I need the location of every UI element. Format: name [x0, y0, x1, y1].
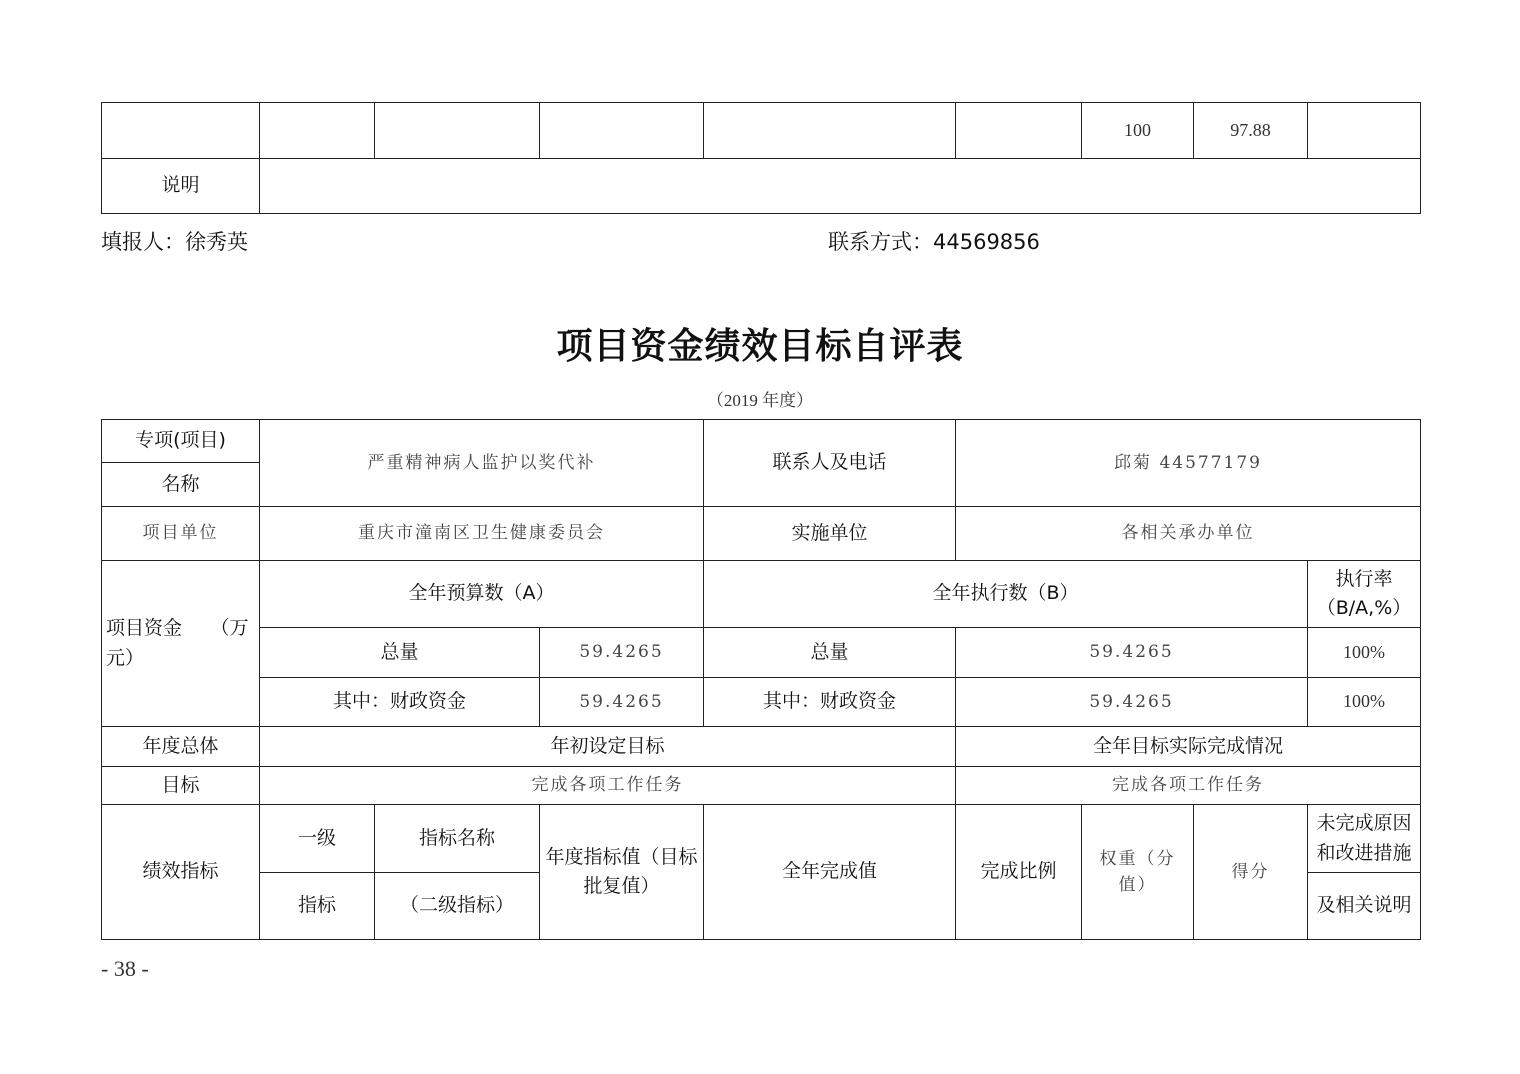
project-name: 严重精神病人监护以奖代补	[260, 420, 704, 507]
contact-info: 联系方式：44569856	[828, 230, 1040, 254]
table-row	[102, 103, 1421, 159]
exec-label: 全年执行数（B）	[704, 561, 1308, 628]
total-value-a: 59.4265	[540, 628, 704, 678]
impl-value: 各相关承办单位	[956, 507, 1421, 561]
initial-goal-label: 年初设定目标	[260, 727, 956, 767]
self-evaluation-table	[101, 419, 1421, 940]
cell	[375, 103, 540, 159]
initial-goal-value: 完成各项工作任务	[260, 767, 956, 805]
table-row	[102, 805, 1421, 873]
cell	[1308, 103, 1421, 159]
table-row	[102, 628, 1421, 678]
previous-page-table	[101, 102, 1421, 214]
unit-value: 重庆市潼南区卫生健康委员会	[260, 507, 704, 561]
perf-label: 绩效指标	[102, 805, 260, 940]
indicator-label-level2: （二级指标）	[375, 873, 540, 940]
page-number: - 38 -	[101, 956, 149, 981]
table-row	[102, 727, 1421, 767]
full-year-label: 全年完成值	[704, 805, 956, 940]
note-label: 说明	[102, 159, 260, 214]
table-row	[102, 678, 1421, 727]
table-row	[102, 159, 1421, 214]
fiscal-label-b: 其中：财政资金	[704, 678, 956, 727]
unit-label: 项目单位	[102, 507, 260, 561]
note-value	[260, 159, 1421, 214]
contact-label: 联系人及电话	[704, 420, 956, 507]
total-value-b: 59.4265	[956, 628, 1308, 678]
contact-value: 邱菊 44577179	[956, 420, 1421, 507]
ratio-label: 完成比例	[956, 805, 1082, 940]
table-row	[102, 767, 1421, 805]
cell	[704, 103, 956, 159]
cell	[102, 103, 260, 159]
indicator-label: 指标名称	[375, 805, 540, 873]
year-subtitle: （2019 年度）	[706, 391, 814, 410]
fiscal-value-b: 59.4265	[956, 678, 1308, 727]
cell	[956, 103, 1082, 159]
actual-label: 全年目标实际完成情况	[956, 727, 1421, 767]
cell	[540, 103, 704, 159]
project-label-name: 名称	[102, 463, 260, 507]
actual-value: 完成各项工作任务	[956, 767, 1421, 805]
budget-label: 全年预算数（A）	[260, 561, 704, 628]
total-rate: 100%	[1308, 628, 1421, 678]
fiscal-label-a: 其中：财政资金	[260, 678, 540, 727]
impl-label: 实施单位	[704, 507, 956, 561]
rate-label: 执行率（B/A,%）	[1308, 561, 1421, 628]
fiscal-value-a: 59.4265	[540, 678, 704, 727]
reason-label-notes: 及相关说明	[1308, 873, 1421, 940]
table-row	[102, 420, 1421, 463]
fiscal-rate: 100%	[1308, 678, 1421, 727]
table-row	[102, 507, 1421, 561]
level1-label: 一级	[260, 805, 375, 873]
weight-cell: 100	[1082, 103, 1194, 159]
cell	[260, 103, 375, 159]
total-label-b: 总量	[704, 628, 956, 678]
reason-label: 未完成原因和改进措施	[1308, 805, 1421, 873]
goal-label-target: 目标	[102, 767, 260, 805]
total-label-a: 总量	[260, 628, 540, 678]
annual-value-label: 年度指标值（目标批复值）	[540, 805, 704, 940]
funds-label: 项目资金 （万元）	[102, 561, 260, 727]
table-row	[102, 561, 1421, 628]
filler-info: 填报人：徐秀英	[101, 230, 248, 254]
goal-label: 年度总体	[102, 727, 260, 767]
project-label: 专项(项目)	[102, 420, 260, 463]
level1-label-indicator: 指标	[260, 873, 375, 940]
score-label: 得分	[1194, 805, 1308, 940]
page-title: 项目资金绩效目标自评表	[556, 325, 964, 367]
weight-label: 权重（分值）	[1082, 805, 1194, 940]
score-cell: 97.88	[1194, 103, 1308, 159]
